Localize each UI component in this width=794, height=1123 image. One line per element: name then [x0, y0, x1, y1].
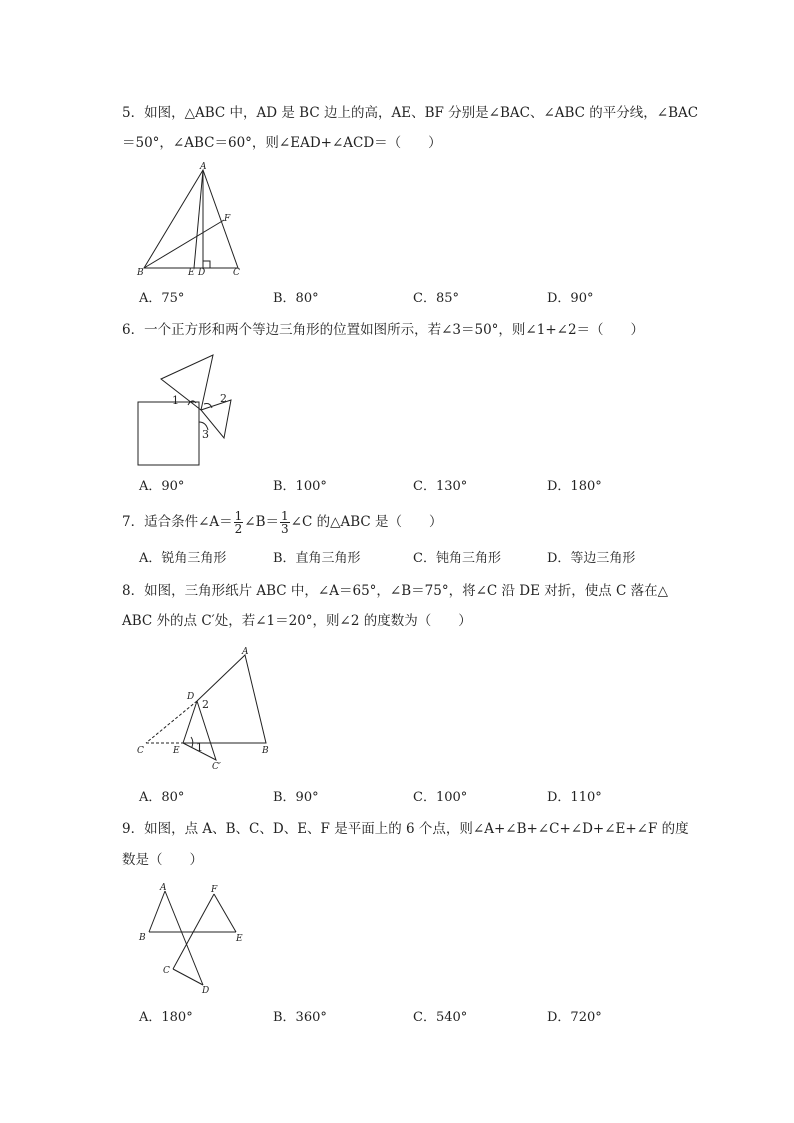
q9-label-c: C [163, 966, 170, 976]
q8-option-b[interactable]: B．90° [273, 790, 319, 805]
q8-label-c-prime: C′ [212, 762, 221, 772]
q8-option-d[interactable]: D．110° [547, 790, 602, 805]
q7-option-d[interactable]: D．等边三角形 [547, 551, 636, 566]
q5-label-a: A [200, 162, 207, 172]
q7-option-b[interactable]: B．直角三角形 [273, 551, 361, 566]
q5-label-c: C [233, 268, 240, 278]
q5-option-a[interactable]: A．75° [139, 291, 185, 306]
q9-stem-line1: 9．如图，点 A、B、C、D、E、F 是平面上的 6 个点，则∠A+∠B+∠C+∠D+∠E+∠F 的度 [122, 821, 689, 837]
q9-label-a: A [160, 883, 167, 893]
q5-option-b[interactable]: B．80° [273, 291, 319, 306]
q5-label-d: D [198, 268, 206, 278]
q8-label-b: B [262, 746, 269, 756]
q7-option-a[interactable]: A．锐角三角形 [139, 551, 227, 566]
q8-label-e: E [173, 746, 180, 756]
q8-option-a[interactable]: A．80° [139, 790, 185, 805]
q6-square-triangles-figure [136, 352, 236, 470]
q9-option-b[interactable]: B．360° [273, 1010, 327, 1025]
q8-stem-line1: 8．如图，三角形纸片 ABC 中，∠A＝65°，∠B＝75°，将∠C 沿 DE 对折，使点 C 落在△ [122, 583, 669, 599]
q5-label-b: B [137, 268, 144, 278]
q9-option-d[interactable]: D．720° [547, 1010, 602, 1025]
q5-option-d[interactable]: D．90° [547, 291, 594, 306]
q5-stem-line2: ＝50°，∠ABC＝60°，则∠EAD+∠ACD＝（ ） [122, 135, 442, 151]
q6-option-c[interactable]: C．130° [413, 479, 468, 494]
q7-option-c[interactable]: C．钝角三角形 [413, 551, 501, 566]
q9-label-f: F [211, 885, 218, 895]
q6-label-2: 2 [220, 392, 227, 405]
q7-prefix: 7．适合条件∠A＝ [122, 514, 233, 530]
q7-suffix: ∠C 的△ABC 是（ ） [290, 514, 443, 530]
q8-label-2: 2 [202, 698, 209, 711]
q9-option-c[interactable]: C．540° [413, 1010, 468, 1025]
q8-stem-line2: ABC 外的点 C′处，若∠1＝20°，则∠2 的度数为（ ） [122, 613, 472, 629]
q7-fraction-third: $\frac{1}{3}$ [281, 509, 289, 536]
q7-fraction-half: $\frac{1}{2}$ [234, 509, 243, 536]
q9-six-points-figure [136, 880, 256, 1000]
q6-label-3: 3 [202, 428, 209, 441]
q8-label-c: C [137, 746, 144, 756]
q5-option-c[interactable]: C．85° [413, 291, 459, 306]
q9-option-a[interactable]: A．180° [139, 1010, 193, 1025]
q8-option-c[interactable]: C．100° [413, 790, 468, 805]
q6-option-a[interactable]: A．90° [139, 479, 185, 494]
q8-label-d: D [187, 692, 195, 702]
q5-label-f: F [224, 214, 231, 224]
q5-label-e: E [188, 268, 195, 278]
q6-option-b[interactable]: B．100° [273, 479, 327, 494]
q9-label-d: D [202, 986, 210, 996]
q6-label-1: 1 [172, 394, 179, 407]
q5-triangle-figure [136, 162, 246, 282]
q7-middle: ∠B＝ [244, 514, 280, 530]
q9-label-e: E [236, 934, 243, 944]
q8-label-1: 1 [196, 741, 203, 754]
q8-label-a: A [242, 647, 249, 657]
q9-label-b: B [139, 933, 146, 943]
q7-stem [122, 508, 443, 536]
q9-stem-line2: 数是（ ） [122, 852, 203, 868]
q5-stem-line1: 5．如图，△ABC 中，AD 是 BC 边上的高，AE、BF 分别是∠BAC、∠ABC 的平分线，∠BAC [122, 105, 699, 121]
q8-folded-triangle-figure [136, 645, 278, 773]
q6-option-d[interactable]: D．180° [547, 479, 602, 494]
q6-stem-line1: 6．一个正方形和两个等边三角形的位置如图所示，若∠3＝50°，则∠1+∠2＝（ ） [122, 322, 645, 338]
